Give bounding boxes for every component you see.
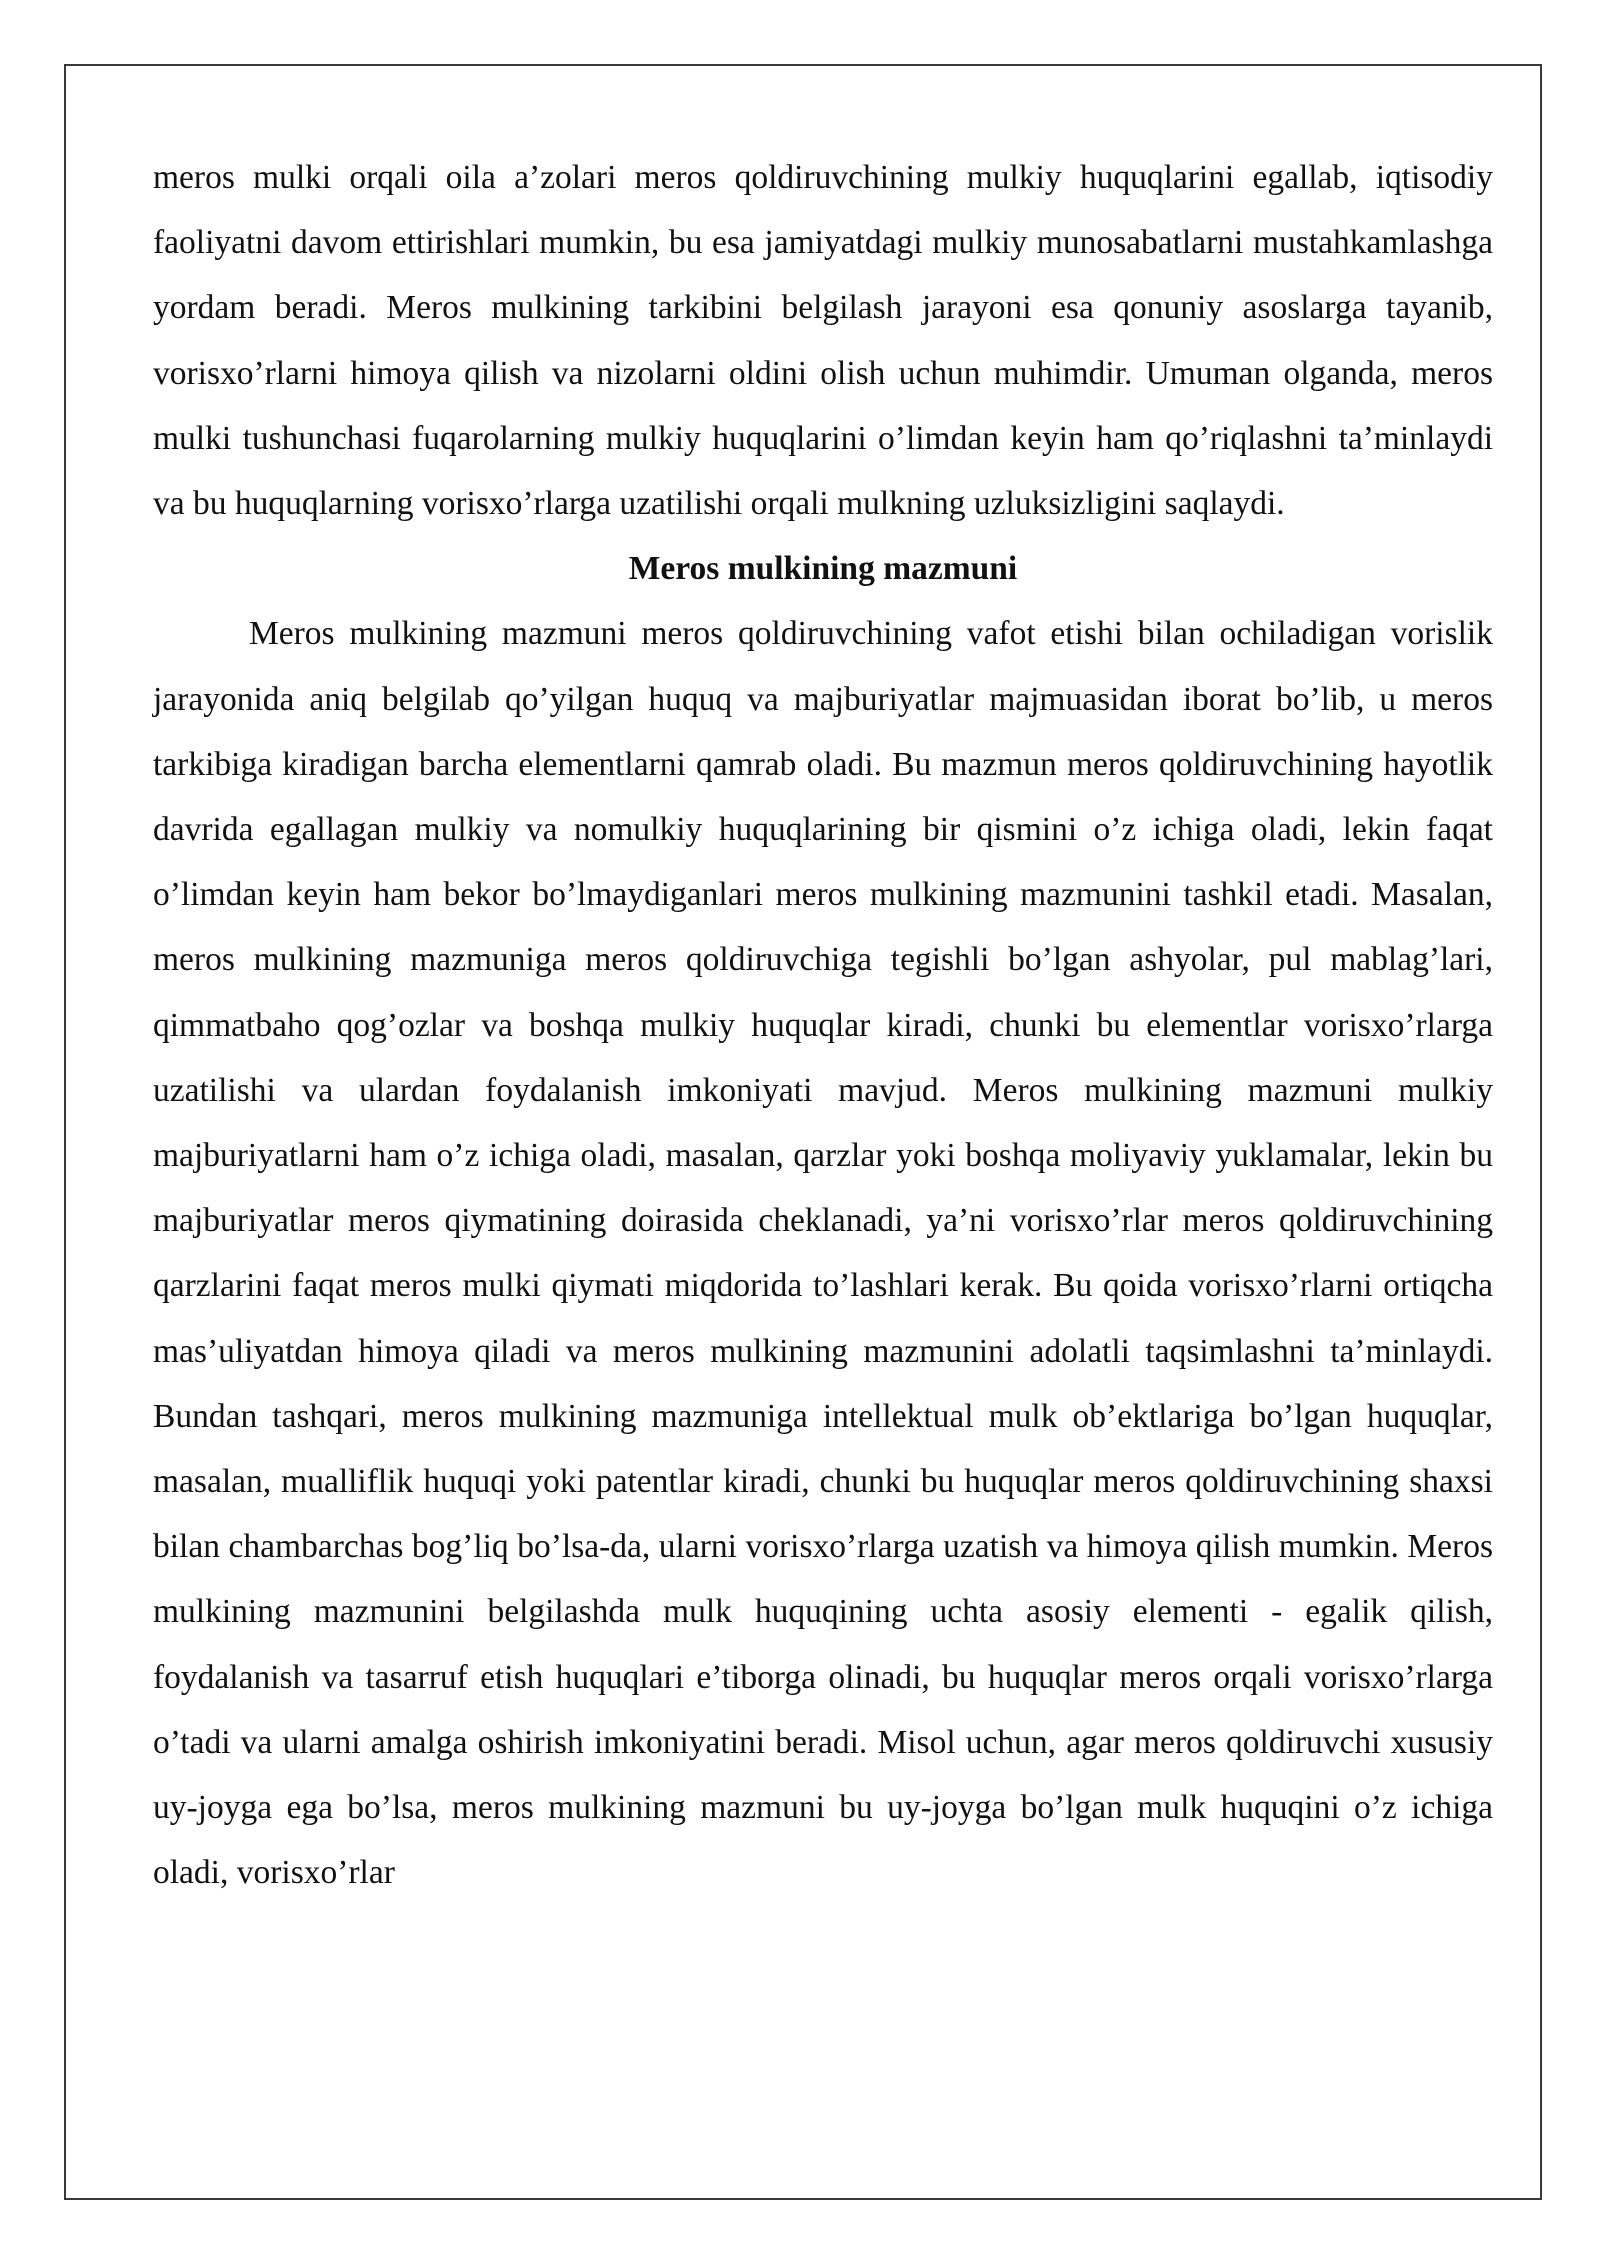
paragraph-body: Meros mulkining mazmuni meros qoldiruvchining vafot etishi bilan ochiladigan vorislik jarayonida aniq belgilab qo’yilgan huquq va majburiyatlar majmuasidan iborat bo’lib, u meros tarkibiga kiradigan barcha elementlarni qamrab oladi. Bu mazmun meros qoldiruvchining hayotlik davrida egallagan mulkiy va nomulkiy huquqlarining bir qismini o’z ichiga oladi, lekin faqat o’limdan keyin ham bekor bo’lmaydiganlari meros mulkining mazmunini tashkil etadi. Masalan, meros mulkining mazmuniga meros qoldiruvchiga tegishli bo’lgan ashyolar, pul mablag’lari, qimmatbaho qog’ozlar va boshqa mulkiy huquqlar kiradi, chunki bu elementlar vorisxo’rlarga uzatilishi va ulardan foydalanish imkoniyati mavjud. Meros mulkining mazmuni mulkiy majburiyatlarni ham o’z ichiga oladi, masalan, qarzlar yoki boshqa moliyaviy yuklamalar, lekin bu majburiyatlar meros qiymatining doirasida cheklanadi, ya’ni vorisxo’rlar meros qoldiruvchining qarzlarini faqat meros mulki qiymati miqdorida to’lashlari kerak. Bu qoida vorisxo’rlarni ortiqcha mas’uliyatdan himoya qiladi va meros mulkining mazmunini adolatli taqsimlashni ta’minlaydi. Bundan tashqari, meros mulkining mazmuniga intellektual mulk ob’ektlariga bo’lgan huquqlar, masalan, mualliflik huquqi yoki patentlar kiradi, chunki bu huquqlar meros qoldiruvchining shaxsi bilan chambarchas bog’liq bo’lsa-da, ularni vorisxo’rlarga uzatish va himoya qilish mumkin. Meros mulkining mazmunini belgilashda mulk huquqining uchta asosiy elementi - egalik qilish, foydalanish va tasarruf etish huquqlari e’tiborga olinadi, bu huquqlar meros orqali vorisxo’rlarga o’tadi va ularni amalga oshirish imkoniyatini beradi. Misol uchun, agar meros qoldiruvchi xususiy uy-joyga ega bo’lsa, meros mulkining mazmuni bu uy-joyga bo’lgan mulk huquqini o’z ichiga oladi, vorisxo’rlar — [153, 615, 1493, 1892]
document-body — [153, 145, 1493, 1905]
section-heading: Meros mulkining mazmuni — [628, 550, 1018, 588]
paragraph-continuation: meros mulki orqali oila a’zolari meros qoldiruvchining mulkiy huquqlarini egallab, iqtisodiy faoliyatni davom ettirishlari mumkin, bu esa jamiyatdagi mulkiy munosabatlarni mustahkamlashga yordam beradi. Meros mulkining tarkibini belgilash jarayoni esa qonuniy asoslarga tayanib, vorisxo’rlarni himoya qilish va nizolarni oldini olish uchun muhimdir. Umuman olganda, meros mulki tushunchasi fuqarolarning mulkiy huquqlarini o’limdan keyin ham qo’riqlashni ta’minlaydi va bu huquqlarning vorisxo’rlarga uzatilishi orqali mulkning uzluksizligini saqlaydi. — [153, 159, 1493, 523]
